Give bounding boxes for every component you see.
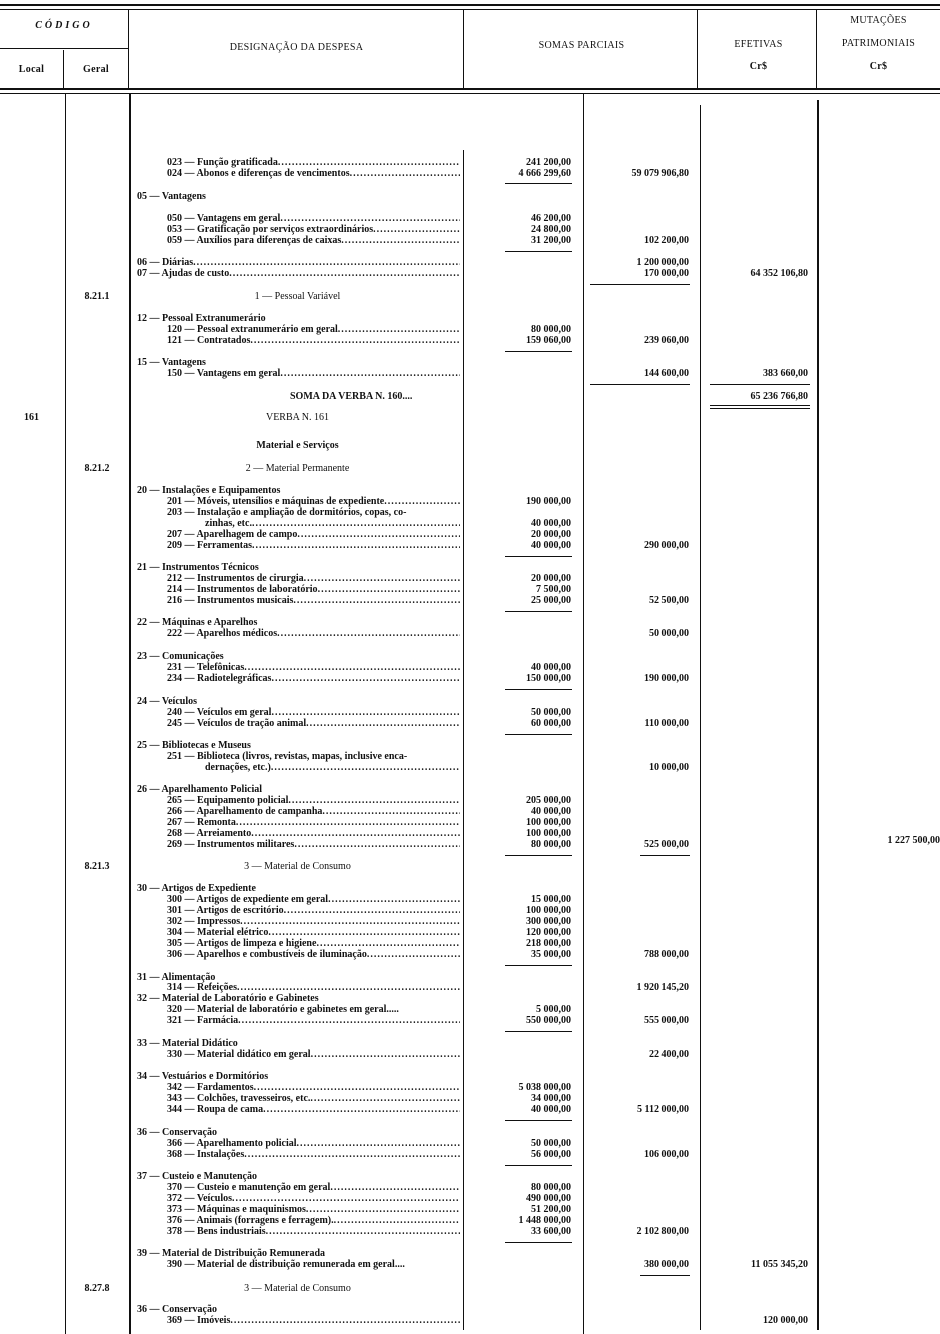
col-sep: [817, 100, 819, 1330]
subtotal: 59 079 906,80: [631, 168, 689, 179]
sum-rule: [710, 384, 810, 385]
partial-sum: 50 000,00: [531, 1138, 571, 1149]
partial-sum: 4 666 299,60: [518, 168, 571, 179]
col-sep: [65, 94, 66, 1334]
line-item-label: 059 — Auxílios para diferenças de caixas: [167, 235, 342, 246]
partial-sum: 31 200,00: [531, 235, 571, 246]
line-item-label: 12 — Pessoal Extranumerário: [137, 313, 266, 324]
subtotal: 22 400,00: [649, 1049, 689, 1060]
geral-code: 8.21.3: [84, 861, 110, 872]
subtotal: 190 000,00: [644, 673, 689, 684]
partial-sum: 40 000,00: [531, 806, 571, 817]
partial-sum: 20 000,00: [531, 573, 571, 584]
header-somas-parciais: SOMAS PARCIAIS: [538, 40, 625, 51]
subtotal: 52 500,00: [649, 595, 689, 606]
line-item-label: 33 — Material Didático: [137, 1038, 238, 1049]
dot-leader: [280, 368, 460, 380]
line-item-label: 053 — Gratificação por serviços extraordinários: [167, 224, 374, 235]
line-item-label: 23 — Comunicações: [137, 651, 224, 662]
partial-sum: 550 000,00: [526, 1015, 571, 1026]
sum-rule: [640, 855, 690, 856]
line-item: [167, 1104, 460, 1116]
line-item: [167, 718, 460, 730]
sum-rule: [590, 384, 690, 385]
line-item-label: 24 — Veículos: [137, 696, 198, 707]
dot-leader: [271, 673, 460, 685]
line-item-label: 306 — Aparelhos e combustíveis de iluminação: [167, 949, 367, 960]
line-item-label: 32 — Material de Laboratório e Gabinetes: [137, 993, 319, 1004]
section-heading: 3 — Material de Consumo: [244, 1283, 351, 1294]
subtotal: 106 000,00: [644, 1149, 689, 1160]
line-item-label: 222 — Aparelhos médicos: [167, 628, 278, 639]
line-item-label: 265 — Equipamento policial: [167, 795, 289, 806]
partial-sum: 80 000,00: [531, 1182, 571, 1193]
partial-sum: 60 000,00: [531, 718, 571, 729]
subtotal: 1 200 000,00: [636, 257, 689, 268]
sum-rule: [505, 251, 572, 252]
partial-sum: 218 000,00: [526, 938, 571, 949]
partial-sum: 5 000,00: [536, 1004, 571, 1015]
header-bottom-rule: [0, 88, 940, 90]
line-item-label: 203 — Instalação e ampliação de dormitórios, copas, co-: [167, 507, 407, 518]
efetivas-value: 64 352 106,80: [750, 268, 808, 279]
line-item-label: 25 — Bibliotecas e Museus: [137, 740, 251, 751]
line-item-label: 231 — Telefônicas: [167, 662, 245, 673]
partial-sum: 40 000,00: [531, 518, 571, 529]
partial-sum: 5 038 000,00: [518, 1082, 571, 1093]
dot-leader: [311, 1049, 460, 1061]
line-item-label: 209 — Ferramentas: [167, 540, 252, 551]
col-sep: [463, 10, 464, 88]
line-item-label: 330 — Material didático em geral: [167, 1049, 311, 1060]
line-item-label: 268 — Arreiamento: [167, 828, 252, 839]
geral-code: 8.21.2: [84, 463, 110, 474]
line-item-label: zinhas, etc.: [205, 518, 252, 529]
line-item-label: 304 — Material elétrico: [167, 927, 269, 938]
partial-sum: 34 000,00: [531, 1093, 571, 1104]
line-item-label: 150 — Vantagens em geral: [167, 368, 281, 379]
col-sep: [128, 10, 129, 88]
partial-sum: 1 448 000,00: [518, 1215, 571, 1226]
line-item-label: 07 — Ajudas de custo: [137, 268, 230, 279]
sum-rule: [505, 183, 572, 184]
dot-leader: [229, 268, 460, 280]
subtotal: 5 112 000,00: [637, 1104, 689, 1115]
sum-rule: [505, 351, 572, 352]
line-item-label: 31 — Alimentação: [137, 972, 216, 983]
partial-sum: 150 000,00: [526, 673, 571, 684]
line-item-label: 269 — Instrumentos militares: [167, 839, 295, 850]
partial-sum: 40 000,00: [531, 662, 571, 673]
partial-sum: 80 000,00: [531, 324, 571, 335]
line-item-label: 240 — Veículos em geral: [167, 707, 272, 718]
dot-leader: [294, 839, 460, 851]
sum-rule: [640, 1275, 690, 1276]
partial-sum: 15 000,00: [531, 894, 571, 905]
subtotal: 1 920 145,20: [636, 982, 689, 993]
line-item-label: 26 — Aparelhamento Policial: [137, 784, 263, 795]
line-item-label: 245 — Veículos de tração animal: [167, 718, 307, 729]
line-item-label: 266 — Aparelhamento de campanha: [167, 806, 323, 817]
subtotal: 290 000,00: [644, 540, 689, 551]
section-heading: 2 — Material Permanente: [245, 463, 350, 474]
local-code: 161: [24, 412, 39, 423]
section-heading: Material e Serviços: [256, 440, 339, 451]
partial-sum: 50 000,00: [531, 707, 571, 718]
line-item: [137, 268, 460, 280]
header-mutacoes-unit: Cr$: [869, 61, 888, 72]
partial-sum: 80 000,00: [531, 839, 571, 850]
header-patrimoniais: PATRIMONIAIS: [841, 38, 916, 49]
line-item-label: 376 — Animais (forragens e ferragem).: [167, 1215, 334, 1226]
line-item: [167, 839, 460, 851]
dot-leader: [230, 1315, 460, 1327]
partial-sum: 100 000,00: [526, 817, 571, 828]
line-item-label: 321 — Farmácia: [167, 1015, 239, 1026]
subtotal: 102 200,00: [644, 235, 689, 246]
dot-leader: [250, 335, 460, 347]
efetivas-value: 383 660,00: [763, 368, 808, 379]
dot-leader: [293, 595, 460, 607]
subtotal: 239 060,00: [644, 335, 689, 346]
header-designacao: DESIGNAÇÃO DA DESPESA: [229, 42, 364, 53]
line-item-label: dernações, etc.): [205, 762, 271, 773]
dot-leader: [263, 1104, 460, 1116]
line-item-label: 390 — Material de distribuição remunerada em geral....: [167, 1259, 405, 1270]
partial-sum: 490 000,00: [526, 1193, 571, 1204]
line-item-label: 05 — Vantagens: [137, 191, 206, 202]
sum-rule: [590, 284, 690, 285]
subtotal: 555 000,00: [644, 1015, 689, 1026]
dot-leader: [244, 1149, 460, 1161]
line-item-label: 305 — Artigos de limpeza e higiene: [167, 938, 317, 949]
line-item: [167, 368, 460, 380]
top-rule-thin: [0, 9, 940, 10]
partial-sum: 40 000,00: [531, 1104, 571, 1115]
line-item-label: 370 — Custeio e manutenção em geral: [167, 1182, 331, 1193]
sum-rule: [505, 556, 572, 557]
partial-sum: 120 000,00: [526, 927, 571, 938]
line-item-label: 37 — Custeio e Manutenção: [137, 1171, 257, 1182]
header-codigo: CÓDIGO: [35, 20, 93, 31]
dot-leader: [306, 718, 460, 730]
line-item-label: 343 — Colchões, travesseiros, etc.: [167, 1093, 311, 1104]
line-item-label: 06 — Diárias: [137, 257, 194, 268]
dot-leader: [367, 949, 460, 961]
sum-rule: [710, 408, 810, 409]
line-item-label: 214 — Instrumentos de laboratório: [167, 584, 318, 595]
partial-sum: 20 000,00: [531, 529, 571, 540]
line-item: [167, 949, 460, 961]
subtotal: 170 000,00: [644, 268, 689, 279]
line-item-label: 30 — Artigos de Expediente: [137, 883, 256, 894]
line-item-label: 212 — Instrumentos de cirurgia: [167, 573, 304, 584]
line-item-label: 344 — Roupa de cama: [167, 1104, 264, 1115]
sum-rule: [505, 1165, 572, 1166]
subtotal: 788 000,00: [644, 949, 689, 960]
line-item-label: 378 — Bens industriais: [167, 1226, 266, 1237]
line-item-label: 216 — Instrumentos musicais: [167, 595, 294, 606]
geral-code: 8.21.1: [84, 291, 110, 302]
line-item: [167, 1149, 460, 1161]
section-heading: VERBA N. 161: [265, 412, 330, 423]
col-sep: [700, 105, 701, 1330]
line-item-label: 36 — Conservação: [137, 1304, 217, 1315]
partial-sum: 300 000,00: [526, 916, 571, 927]
header-bottom-rule-thin: [0, 93, 940, 94]
codigo-rule: [0, 48, 128, 49]
line-item-label: 39 — Material de Distribuição Remunerada: [137, 1248, 326, 1259]
top-rule: [0, 4, 940, 6]
partial-sum: 159 060,00: [526, 335, 571, 346]
header-geral: Geral: [83, 64, 109, 75]
dot-leader: [277, 628, 460, 640]
line-item-label: 023 — Função gratificada: [167, 157, 278, 168]
sum-rule: [505, 734, 572, 735]
line-item-label: 34 — Vestuários e Dormitórios: [137, 1071, 269, 1082]
line-item-label: 22 — Máquinas e Aparelhos: [137, 617, 258, 628]
partial-sum: 24 800,00: [531, 224, 571, 235]
sum-rule: [505, 1120, 572, 1121]
col-sep: [129, 94, 131, 1334]
efetivas-value: 65 236 766,80: [750, 391, 808, 402]
sum-rule: [505, 965, 572, 966]
line-item: [167, 1315, 460, 1327]
line-item-label: 302 — Impressos: [167, 916, 241, 927]
partial-sum: 56 000,00: [531, 1149, 571, 1160]
line-item-label: 301 — Artigos de escritório: [167, 905, 284, 916]
subtotal: 144 600,00: [644, 368, 689, 379]
line-item-label: 373 — Máquinas e maquinismos: [167, 1204, 306, 1215]
line-item: [167, 628, 460, 640]
line-item: [167, 1049, 460, 1061]
line-item: [205, 762, 460, 774]
line-item-label: 369 — Imóveis: [167, 1315, 231, 1326]
line-item-label: 21 — Instrumentos Técnicos: [137, 562, 259, 573]
line-item-label: 320 — Material de laboratório e gabinetes em geral.....: [167, 1004, 399, 1015]
line-item: [167, 1015, 460, 1027]
sum-rule: [505, 611, 572, 612]
line-item-label: 050 — Vantagens em geral: [167, 213, 281, 224]
dot-leader: [252, 540, 460, 552]
line-item-label: 300 — Artigos de expediente em geral: [167, 894, 329, 905]
line-item-label: 121 — Contratados: [167, 335, 251, 346]
subtotal: 525 000,00: [644, 839, 689, 850]
sum-rule: [505, 855, 572, 856]
dot-leader: [271, 762, 460, 774]
line-item-label: 207 — Aparelhagem de campo: [167, 529, 298, 540]
section-heading: 3 — Material de Consumo: [244, 861, 351, 872]
line-item: [167, 595, 460, 607]
header-efetivas-unit: Cr$: [749, 61, 768, 72]
header-efetivas: EFETIVAS: [734, 39, 783, 50]
line-item: [167, 1259, 460, 1271]
partial-sum: 100 000,00: [526, 828, 571, 839]
col-sep: [697, 10, 698, 88]
dot-leader: [238, 1015, 460, 1027]
line-item: [137, 191, 460, 203]
line-item-label: 024 — Abonos e diferenças de vencimentos: [167, 168, 350, 179]
sum-rule: [505, 1031, 572, 1032]
line-item-label: 314 — Refeições: [167, 982, 237, 993]
line-item-label: 366 — Aparelhamento policial: [167, 1138, 297, 1149]
partial-sum: 7 500,00: [536, 584, 571, 595]
sum-rule: [505, 689, 572, 690]
section-heading: 1 — Pessoal Variável: [254, 291, 341, 302]
subtotal: 50 000,00: [649, 628, 689, 639]
partial-sum: 205 000,00: [526, 795, 571, 806]
partial-sum: 51 200,00: [531, 1204, 571, 1215]
line-item-label: 368 — Instalações: [167, 1149, 245, 1160]
line-item-label: 372 — Veículos: [167, 1193, 233, 1204]
dot-leader: [350, 168, 460, 180]
line-item-label: 201 — Móveis, utensílios e máquinas de expediente: [167, 496, 385, 507]
col-sep: [63, 50, 64, 88]
subtotal: 380 000,00: [644, 1259, 689, 1270]
line-item: [167, 673, 460, 685]
dot-leader: [266, 1226, 460, 1238]
partial-sum: 100 000,00: [526, 905, 571, 916]
verba-total-label: SOMA DA VERBA N. 160....: [290, 391, 413, 402]
line-item-label: 20 — Instalações e Equipamentos: [137, 485, 281, 496]
partial-sum: 46 200,00: [531, 213, 571, 224]
partial-sum: 190 000,00: [526, 496, 571, 507]
subtotal: 110 000,00: [644, 718, 689, 729]
subtotal: 10 000,00: [649, 762, 689, 773]
mutacoes-value: 1 227 500,00: [887, 835, 940, 846]
sum-rule: [710, 405, 810, 406]
header-mutacoes: MUTAÇÕES: [850, 15, 907, 26]
efetivas-value: 120 000,00: [763, 1315, 808, 1326]
line-item-label: 251 — Biblioteca (livros, revistas, mapas, inclusive enca-: [167, 751, 408, 762]
line-item-label: 267 — Remonta: [167, 817, 236, 828]
line-item-label: 120 — Pessoal extranumerário em geral: [167, 324, 338, 335]
efetivas-value: 11 055 345,20: [751, 1259, 808, 1270]
partial-sum: 33 600,00: [531, 1226, 571, 1237]
subtotal: 2 102 800,00: [636, 1226, 689, 1237]
col-sep: [583, 94, 584, 1334]
line-item-label: 15 — Vantagens: [137, 357, 206, 368]
sum-rule: [505, 1242, 572, 1243]
partial-sum: 35 000,00: [531, 949, 571, 960]
partial-sum: 241 200,00: [526, 157, 571, 168]
partial-sum: 40 000,00: [531, 540, 571, 551]
line-item-label: 36 — Conservação: [137, 1127, 217, 1138]
line-item: [167, 540, 460, 552]
partial-sum: 25 000,00: [531, 595, 571, 606]
line-item: [167, 235, 460, 247]
header-local: Local: [18, 64, 45, 75]
line-item: [167, 168, 460, 180]
line-item: [167, 335, 460, 347]
line-item-label: 342 — Fardamentos: [167, 1082, 254, 1093]
line-item-label: 234 — Radiotelegráficas: [167, 673, 272, 684]
dot-leader: [341, 235, 460, 247]
geral-code: 8.27.8: [84, 1283, 110, 1294]
line-item: [167, 1226, 460, 1238]
col-sep: [816, 10, 817, 88]
